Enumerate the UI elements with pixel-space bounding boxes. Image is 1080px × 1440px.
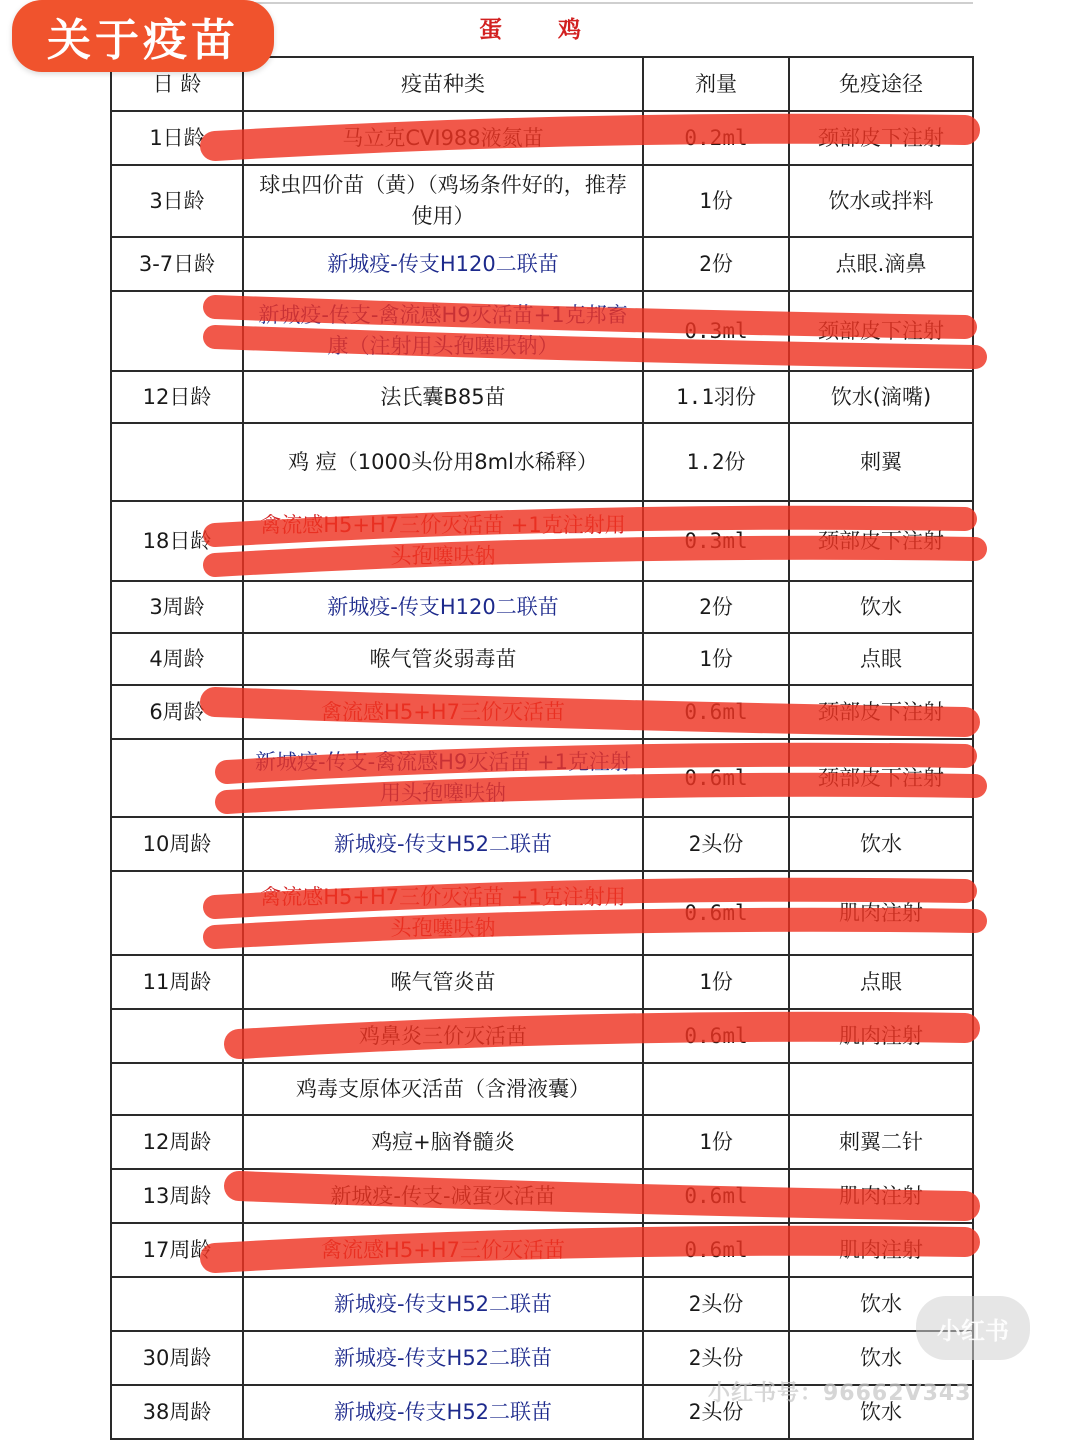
table-row [111,817,973,871]
age-cell: 30周龄 [111,1331,243,1385]
dose-cell: 1份 [643,165,789,237]
age-cell: 10周龄 [111,817,243,871]
age-cell: 3-7日龄 [111,237,243,291]
table-row [111,371,973,423]
route-cell: 饮水 [789,1331,973,1385]
table-title: 蛋 鸡 [479,16,606,43]
table-row [111,685,973,739]
route-cell: 饮水 [789,1277,973,1331]
age-cell [111,871,243,955]
table-row [111,165,973,237]
vaccine-cell: 法氏囊B85苗 [243,371,643,423]
route-cell: 颈部皮下注射 [789,739,973,817]
age-cell: 13周龄 [111,1169,243,1223]
dose-cell: 0.6ml [643,685,789,739]
vaccine-cell: 鸡 痘（1000头份用8ml水稀释） [243,423,643,501]
table-row [111,1169,973,1223]
dose-cell: 2份 [643,237,789,291]
dose-cell: 0.3ml [643,291,789,371]
age-cell: 6周龄 [111,685,243,739]
vaccine-cell: 喉气管炎弱毒苗 [243,633,643,685]
dose-cell: 0.6ml [643,1169,789,1223]
dose-cell: 2份 [643,581,789,633]
route-cell: 点眼 [789,633,973,685]
route-cell: 颈部皮下注射 [789,685,973,739]
route-cell: 饮水或拌料 [789,165,973,237]
table-row [111,501,973,581]
route-cell: 饮水 [789,1385,973,1439]
vaccine-schedule-table [110,2,974,1440]
route-cell: 点眼.滴鼻 [789,237,973,291]
route-cell: 肌肉注射 [789,1009,973,1063]
dose-cell: 2头份 [643,1331,789,1385]
age-cell [111,1277,243,1331]
route-cell: 饮水 [789,817,973,871]
vaccine-cell: 新城疫-传支H52二联苗 [243,1331,643,1385]
table-row [111,1277,973,1331]
vaccine-cell: 新城疫-传支-减蛋灭活苗 [243,1169,643,1223]
dose-cell: 1.2份 [643,423,789,501]
header-dose: 剂量 [643,57,789,111]
vaccine-cell: 禽流感H5+H7三价灭活苗 +1克注射用头孢噻呋钠 [243,501,643,581]
age-cell: 17周龄 [111,1223,243,1277]
dose-cell: 0.6ml [643,871,789,955]
age-cell: 3周龄 [111,581,243,633]
route-cell [789,1063,973,1115]
age-cell [111,1009,243,1063]
age-cell: 1日龄 [111,111,243,165]
route-cell: 肌肉注射 [789,1223,973,1277]
watermark-id: 小红书号：96662V343 [708,1381,972,1406]
dose-cell: 0.2ml [643,111,789,165]
vaccine-cell: 新城疫-传支H52二联苗 [243,1277,643,1331]
table-row [111,955,973,1009]
age-cell: 12日龄 [111,371,243,423]
table-row [111,633,973,685]
vaccine-cell: 鸡毒支原体灭活苗（含滑液囊） [243,1063,643,1115]
table-row [111,291,973,371]
vaccine-cell: 鸡痘+脑脊髓炎 [243,1115,643,1169]
age-cell: 38周龄 [111,1385,243,1439]
route-cell: 肌肉注射 [789,1169,973,1223]
route-cell: 饮水(滴嘴) [789,371,973,423]
route-cell: 颈部皮下注射 [789,111,973,165]
vaccine-cell: 马立克CVI988液氮苗 [243,111,643,165]
dose-cell: 1份 [643,1115,789,1169]
table-row [111,581,973,633]
vaccine-cell: 禽流感H5+H7三价灭活苗 [243,1223,643,1277]
dose-cell: 2头份 [643,1277,789,1331]
route-cell: 颈部皮下注射 [789,501,973,581]
route-cell: 颈部皮下注射 [789,291,973,371]
dose-cell: 1.1羽份 [643,371,789,423]
age-cell [111,291,243,371]
route-cell: 刺翼二针 [789,1115,973,1169]
vaccine-cell: 新城疫-传支H52二联苗 [243,817,643,871]
age-cell: 3日龄 [111,165,243,237]
table-row [111,1223,973,1277]
dose-cell: 1份 [643,955,789,1009]
header-vaccine: 疫苗种类 [243,57,643,111]
age-cell [111,423,243,501]
dose-cell: 0.6ml [643,1223,789,1277]
dose-cell: 0.3ml [643,501,789,581]
route-cell: 肌肉注射 [789,871,973,955]
dose-cell [643,1063,789,1115]
header-route: 免疫途径 [789,57,973,111]
age-cell [111,739,243,817]
vaccine-cell: 新城疫-传支H52二联苗 [243,1385,643,1439]
vaccine-cell: 喉气管炎苗 [243,955,643,1009]
vaccine-cell: 禽流感H5+H7三价灭活苗 +1克注射用头孢噻呋钠 [243,871,643,955]
table-row [111,1009,973,1063]
dose-cell: 2头份 [643,817,789,871]
age-cell [111,1063,243,1115]
dose-cell: 0.6ml [643,739,789,817]
age-cell: 4周龄 [111,633,243,685]
table-row [111,111,973,165]
vaccine-cell: 鸡鼻炎三价灭活苗 [243,1009,643,1063]
vaccine-cell: 新城疫-传支H120二联苗 [243,237,643,291]
table-row [111,1063,973,1115]
table-row [111,237,973,291]
route-cell: 刺翼 [789,423,973,501]
table-row [111,871,973,955]
age-cell: 18日龄 [111,501,243,581]
topic-badge: 关于疫苗 [12,0,274,72]
watermark-logo: 小红书 [916,1296,1030,1360]
table-row [111,739,973,817]
vaccine-cell: 球虫四价苗（黄）（鸡场条件好的，推荐使用） [243,165,643,237]
vaccine-cell: 新城疫-传支H120二联苗 [243,581,643,633]
vaccine-cell: 禽流感H5+H7三价灭活苗 [243,685,643,739]
vaccine-cell: 新城疫-传支-禽流感H9灭活苗 +1克注射用头孢噻呋钠 [243,739,643,817]
dose-cell: 0.6ml [643,1009,789,1063]
table-row [111,1115,973,1169]
age-cell: 11周龄 [111,955,243,1009]
vaccine-cell: 新城疫-传支-禽流感H9灭活苗+1克邦畜康（注射用头孢噻呋钠） [243,291,643,371]
route-cell: 饮水 [789,581,973,633]
dose-cell: 2头份 [643,1385,789,1439]
table-row [111,423,973,501]
header-age: 日 龄 [111,57,243,111]
age-cell: 12周龄 [111,1115,243,1169]
route-cell: 点眼 [789,955,973,1009]
dose-cell: 1份 [643,633,789,685]
